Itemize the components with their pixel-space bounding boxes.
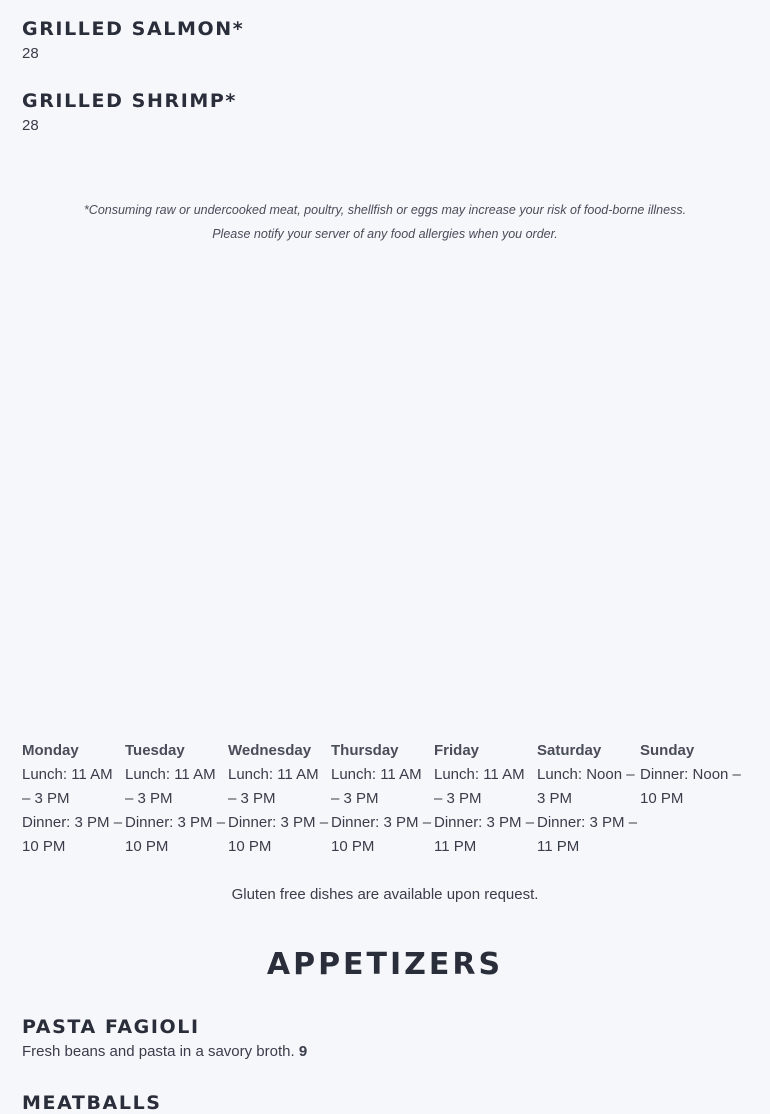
menu-item-title: GRILLED SHRIMP* [22,90,237,112]
menu-item-title: GRILLED SALMON* [22,18,245,40]
lunch-hours: Lunch: Noon – 3 PM [537,766,635,807]
hours-day-column [640,739,743,859]
lunch-hours: Lunch: 11 AM – 3 PM [125,766,216,807]
food-safety-disclaimer [0,198,770,246]
description-text: Fresh beans and pasta in a savory broth. [22,1043,295,1060]
day-name: Friday [434,742,480,759]
dinner-hours: Dinner: 3 PM – 10 PM [331,814,432,855]
hours-day-column [331,739,434,859]
dinner-hours: Dinner: 3 PM – 10 PM [228,814,329,855]
dinner-hours: Dinner: 3 PM – 10 PM [125,814,226,855]
gluten-free-note: Gluten free dishes are available upon request. [231,886,539,903]
menu-item-price: 28 [22,117,39,134]
menu-item-price: 9 [298,1043,308,1060]
hours-day-column [228,739,331,859]
opening-hours [22,739,752,859]
hours-day-column [22,739,125,859]
dinner-hours: Dinner: 3 PM – 11 PM [537,814,638,855]
dinner-hours: Dinner: 3 PM – 10 PM [22,814,123,855]
lunch-hours: Lunch: 11 AM – 3 PM [228,766,319,807]
lunch-hours: Lunch: 11 AM – 3 PM [434,766,525,807]
day-name: Thursday [331,742,399,759]
lunch-hours: Lunch: 11 AM – 3 PM [331,766,422,807]
menu-item-description [22,1044,307,1059]
section-title: APPETIZERS [266,947,504,982]
menu-item-title: PASTA FAGIOLI [22,1016,200,1038]
disclaimer-line: *Consuming raw or undercooked meat, poultry, shellfish or eggs may increase your risk of food-borne illness. [83,203,687,217]
day-name: Tuesday [125,742,185,759]
lunch-hours: Dinner: Noon – 10 PM [640,766,741,807]
menu-item-title: MEATBALLS [22,1092,162,1114]
hours-day-column [434,739,537,859]
day-name: Wednesday [228,742,312,759]
day-name: Sunday [640,742,695,759]
menu-item-price: 28 [22,45,39,62]
disclaimer-line: Please notify your server of any food allergies when you order. [212,227,558,241]
hours-day-column [537,739,640,859]
hours-day-column [125,739,228,859]
day-name: Saturday [537,742,602,759]
day-name: Monday [22,742,79,759]
lunch-hours: Lunch: 11 AM – 3 PM [22,766,113,807]
dinner-hours: Dinner: 3 PM – 11 PM [434,814,535,855]
